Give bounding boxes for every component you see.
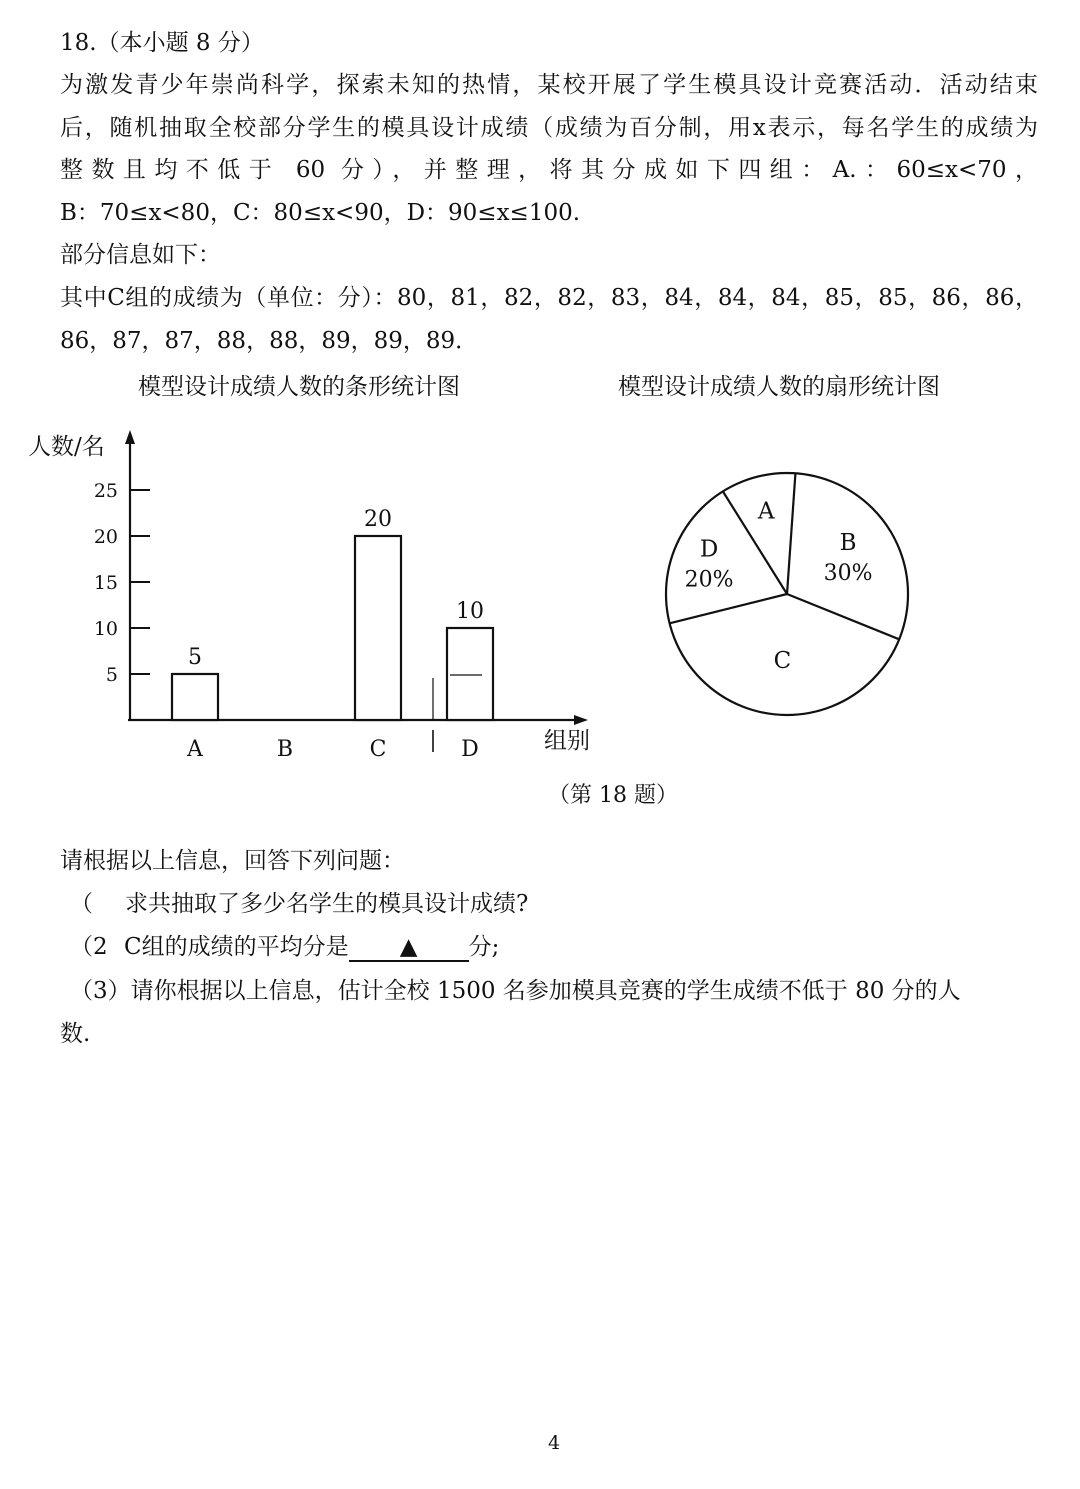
y-tick-label: 25: [93, 480, 118, 502]
intro-line-4: B：70≤x<80，C：80≤x<90，D：90≤x≤100.: [60, 200, 581, 226]
q2-suffix: 分;: [468, 934, 500, 960]
x-axis-arrow: [574, 715, 588, 725]
x-category-label: D: [461, 737, 479, 762]
pie-chart-title: 模型设计成绩人数的扇形统计图: [618, 374, 940, 400]
q1-text: 求共抽取了多少名学生的模具设计成绩?: [125, 891, 529, 917]
q3-line-1: （3）请你根据以上信息，估计全校 1500 名参加模具竞赛的学生成绩不低于 80 分的人: [70, 978, 961, 1004]
x-category-label: A: [187, 737, 203, 762]
page-number: 4: [548, 1432, 561, 1454]
q2-text: C组的成绩的平均分是: [124, 934, 349, 960]
q3-line-2: 数.: [60, 1021, 91, 1047]
y-tick-label: 5: [105, 664, 118, 686]
x-category-label: C: [369, 737, 387, 762]
q2-answer-blank: ▲: [349, 934, 469, 962]
bar-a: [172, 674, 218, 720]
y-tick-label: 10: [93, 618, 118, 640]
figure-caption: （第 18 题）: [548, 783, 678, 808]
x-category-label: B: [276, 737, 294, 762]
q2-line: [124, 932, 499, 962]
pie-label-c: C: [773, 647, 792, 674]
pie-label-d: D: [699, 536, 719, 563]
c-scores-line-1: 其中C组的成绩为（单位：分）：80，81，82，82，83，84，84，84，85，85，86，86，: [60, 285, 1038, 311]
bar-value-label: 5: [188, 645, 202, 670]
c-scores-line-2: 86，87，87，88，88，89，89，89．: [60, 328, 479, 354]
intro-line-2: 后，随机抽取全校部分学生的模具设计成绩（成绩为百分制，用x表示，每名学生的成绩为: [60, 115, 1038, 141]
intro-line-3: 整数且均不低于 60 分），并整理，将其分成如下四组：A.：60≤x<70，: [60, 157, 1038, 183]
bar-d: [447, 628, 493, 720]
bar-value-label: 10: [456, 599, 484, 624]
q2-prefix: （2: [70, 934, 108, 960]
bar-value-label: 20: [364, 507, 392, 532]
y-axis-arrow: [125, 430, 135, 444]
y-tick-label: 15: [93, 572, 118, 594]
bar-chart: [0, 420, 620, 770]
pie-percent-b: 30%: [823, 560, 873, 586]
partial-info: 部分信息如下：: [60, 242, 221, 268]
y-tick-label: 20: [93, 526, 118, 548]
q1-prefix: （: [70, 891, 93, 917]
bar-chart-title: 模型设计成绩人数的条形统计图: [138, 374, 460, 400]
questions-prompt: 请根据以上信息，回答下列问题：: [60, 848, 405, 874]
intro-line-1: 为激发青少年崇尚科学，探索未知的热情，某校开展了学生模具设计竞赛活动．活动结束: [60, 72, 1038, 98]
bar-chart-xlabel: 组别: [544, 728, 590, 754]
pie-label-a: A: [757, 498, 775, 525]
pie-percent-d: 20%: [684, 567, 734, 593]
problem-header: 18.（本小题 8 分）: [60, 30, 264, 56]
bar-chart-ylabel: 人数/名: [28, 434, 105, 460]
pie-label-b: B: [839, 529, 857, 556]
bar-c: [355, 536, 401, 720]
pie-chart: [640, 455, 940, 730]
